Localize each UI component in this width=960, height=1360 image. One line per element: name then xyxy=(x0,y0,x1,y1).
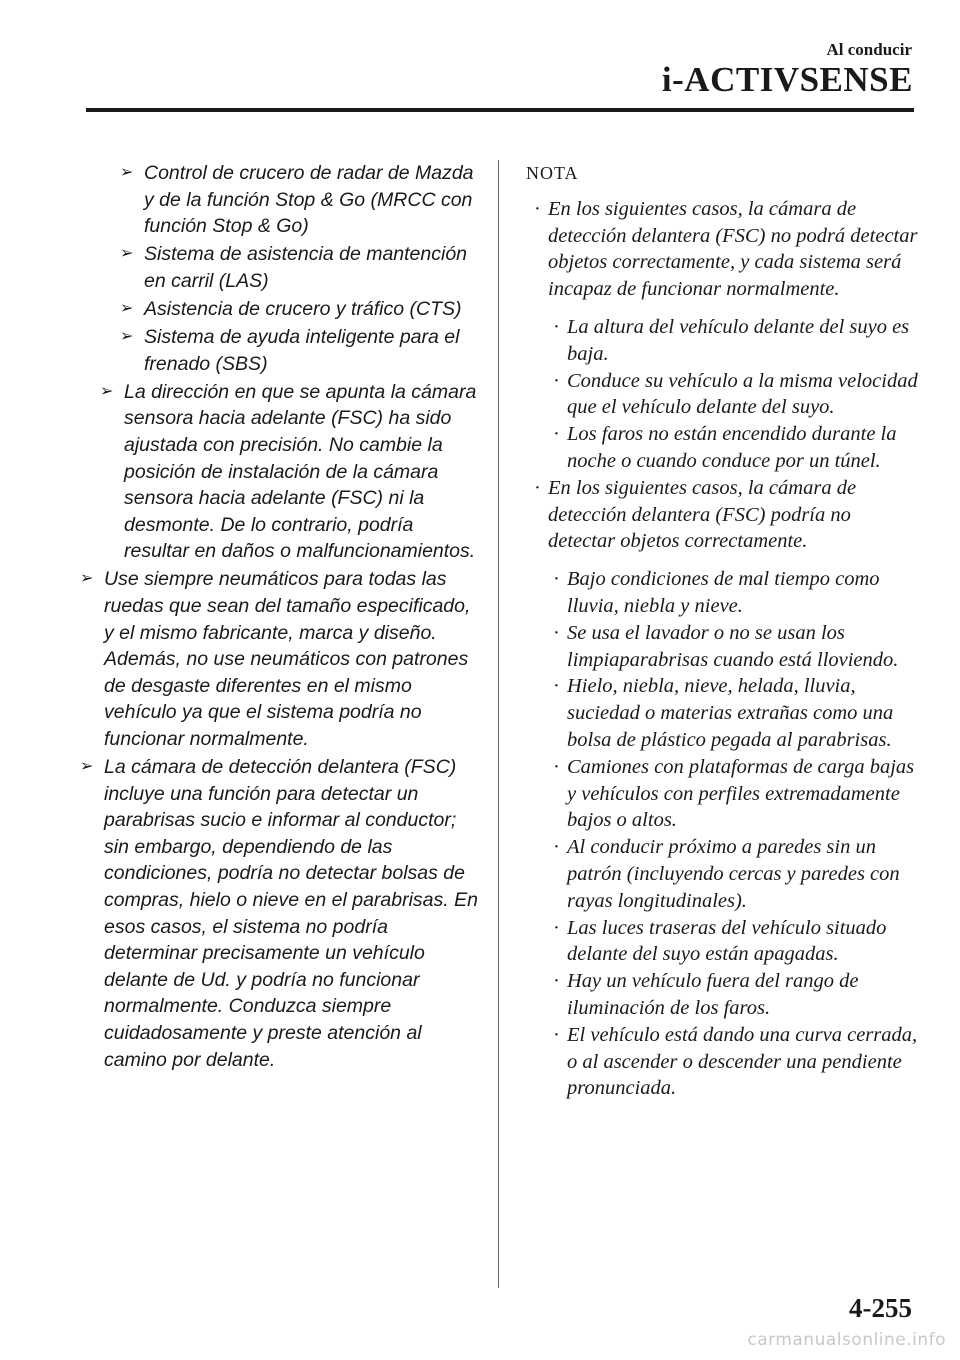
note-item xyxy=(534,475,920,555)
note-item-text: La altura del vehículo delante del suyo es baja. xyxy=(567,315,910,365)
arrow-bullet-icon: ➢ xyxy=(80,570,94,588)
list-item-text: La cámara de detección delantera (FSC) incluye una función para detectar un parabrisas sucio e informar al conductor; sin embargo, dependiendo de las condiciones, podría no detectar bolsas de compras, hielo o nieve en el parabrisas. En esos casos, el sistema no podría determinar precisamente un vehículo delante de Ud. y podría no funcionar normalmente. Conduzca siempre cuidadosamente y preste atención al camino por delante. xyxy=(104,756,478,1071)
list-item xyxy=(100,379,480,565)
dot-bullet-icon: · xyxy=(553,916,560,939)
note-item xyxy=(553,754,920,834)
note-item-text: Conduce su vehículo a la misma velocidad que el vehículo delante del suyo. xyxy=(567,369,918,419)
note-item-text: Hay un vehículo fuera del rango de iluminación de los faros. xyxy=(567,970,859,1019)
note-item-text: El vehículo está dando una curva cerrada, o al ascender o descender una pendiente pronunciada. xyxy=(567,1023,918,1100)
note-item-text: En los siguientes casos, la cámara de detección delantera (FSC) podría no detectar objetos correctamente. xyxy=(548,476,857,553)
list-item-text: Use siempre neumáticos para todas las ruedas que sean del tamaño especificado, y el mismo fabricante, marca y diseño. Además, no use neumáticos con patrones de desgaste diferentes en el mismo vehículo ya que el sistema podría no funcionar normalmente. xyxy=(104,568,471,750)
list-item-text: Control de crucero de radar de Mazda y de la función Stop & Go (MRCC con función Stop & Go) xyxy=(144,162,474,238)
note-item-text: Al conducir próximo a paredes sin un patrón (incluyendo cercas y paredes con rayas longitudinales). xyxy=(567,836,900,912)
dot-bullet-icon: · xyxy=(553,568,560,591)
note-item-text: Hielo, niebla, nieve, helada, lluvia, suciedad o materias extrañas como una bolsa de plástico pegada al parabrisas. xyxy=(567,675,894,751)
dot-bullet-icon: · xyxy=(553,621,560,644)
dot-bullet-icon: · xyxy=(553,836,560,859)
list-item-text: La dirección en que se apunta la cámara sensora hacia adelante (FSC) ha sido ajustada con precisión. No cambie la posición de instalación de la cámara sensora hacia adelante (FSC) ni la desmonte. De lo contrario, podría resultar en daños o malfuncionamientos. xyxy=(124,380,477,563)
dot-bullet-icon: · xyxy=(553,369,560,392)
note-item-text: Las luces traseras del vehículo situado delante del suyo están apagadas. xyxy=(567,916,887,966)
note-item-text: Se usa el lavador o no se usan los limpiaparabrisas cuando está lloviendo. xyxy=(567,621,899,671)
arrow-bullet-icon: ➢ xyxy=(100,382,114,400)
dot-bullet-icon: · xyxy=(534,476,541,499)
dot-bullet-icon: · xyxy=(553,970,560,993)
dot-bullet-icon: · xyxy=(553,423,560,446)
note-item xyxy=(553,566,920,620)
list-item-text: Asistencia de crucero y tráfico (CTS) xyxy=(144,297,462,320)
dot-bullet-icon: · xyxy=(534,197,541,220)
note-item-text: Bajo condiciones de mal tiempo como lluvia, niebla y nieve. xyxy=(567,568,880,617)
arrow-bullet-icon: ➢ xyxy=(120,328,134,346)
note-item xyxy=(534,196,920,303)
note-item xyxy=(553,421,920,475)
note-item-text: Los faros no están encendido durante la noche o cuando conduce por un túnel. xyxy=(567,423,897,472)
column-divider xyxy=(498,160,499,1288)
list-item xyxy=(80,754,480,1073)
note-item-text: En los siguientes casos, la cámara de detección delantera (FSC) no podrá detectar objetos correctamente, y cada sistema será incapaz de funcionar normalmente. xyxy=(548,197,918,301)
arrow-bullet-icon: ➢ xyxy=(120,245,134,263)
arrow-bullet-icon: ➢ xyxy=(120,299,134,317)
note-title: NOTA xyxy=(526,163,579,183)
note-item xyxy=(553,968,920,1022)
list-item xyxy=(120,296,480,323)
note-item xyxy=(553,368,920,422)
dot-bullet-icon: · xyxy=(553,755,560,778)
dot-bullet-icon: · xyxy=(553,315,560,338)
note-item xyxy=(553,314,920,368)
header-section-label: Al conducir xyxy=(826,40,912,59)
list-item-text: Sistema de asistencia de mantención en carril (LAS) xyxy=(144,243,468,292)
note-item xyxy=(553,834,920,914)
watermark: carmanualsonline.info xyxy=(747,1330,946,1350)
header-title: i-ACTIVSENSE xyxy=(661,60,913,99)
arrow-bullet-icon: ➢ xyxy=(120,164,134,181)
list-item-text: Sistema de ayuda inteligente para el frenado (SBS) xyxy=(144,326,460,375)
note-item-text: Camiones con plataformas de carga bajas y vehículos con perfiles extremadamente bajos o altos. xyxy=(567,755,915,832)
note-box xyxy=(526,160,920,1102)
arrow-bullet-icon: ➢ xyxy=(80,758,94,776)
note-list xyxy=(526,196,920,1102)
left-column xyxy=(80,160,480,1075)
list-item xyxy=(120,160,480,240)
list-item xyxy=(120,241,480,294)
list-item xyxy=(80,566,480,752)
list-item xyxy=(120,324,480,377)
note-item xyxy=(553,1022,920,1102)
note-item xyxy=(553,620,920,674)
note-item xyxy=(553,915,920,969)
page-number: 4-255 xyxy=(849,1293,912,1323)
header-rule xyxy=(86,108,914,112)
dot-bullet-icon: · xyxy=(553,1023,560,1046)
note-item xyxy=(553,673,920,753)
dot-bullet-icon: · xyxy=(553,675,560,698)
